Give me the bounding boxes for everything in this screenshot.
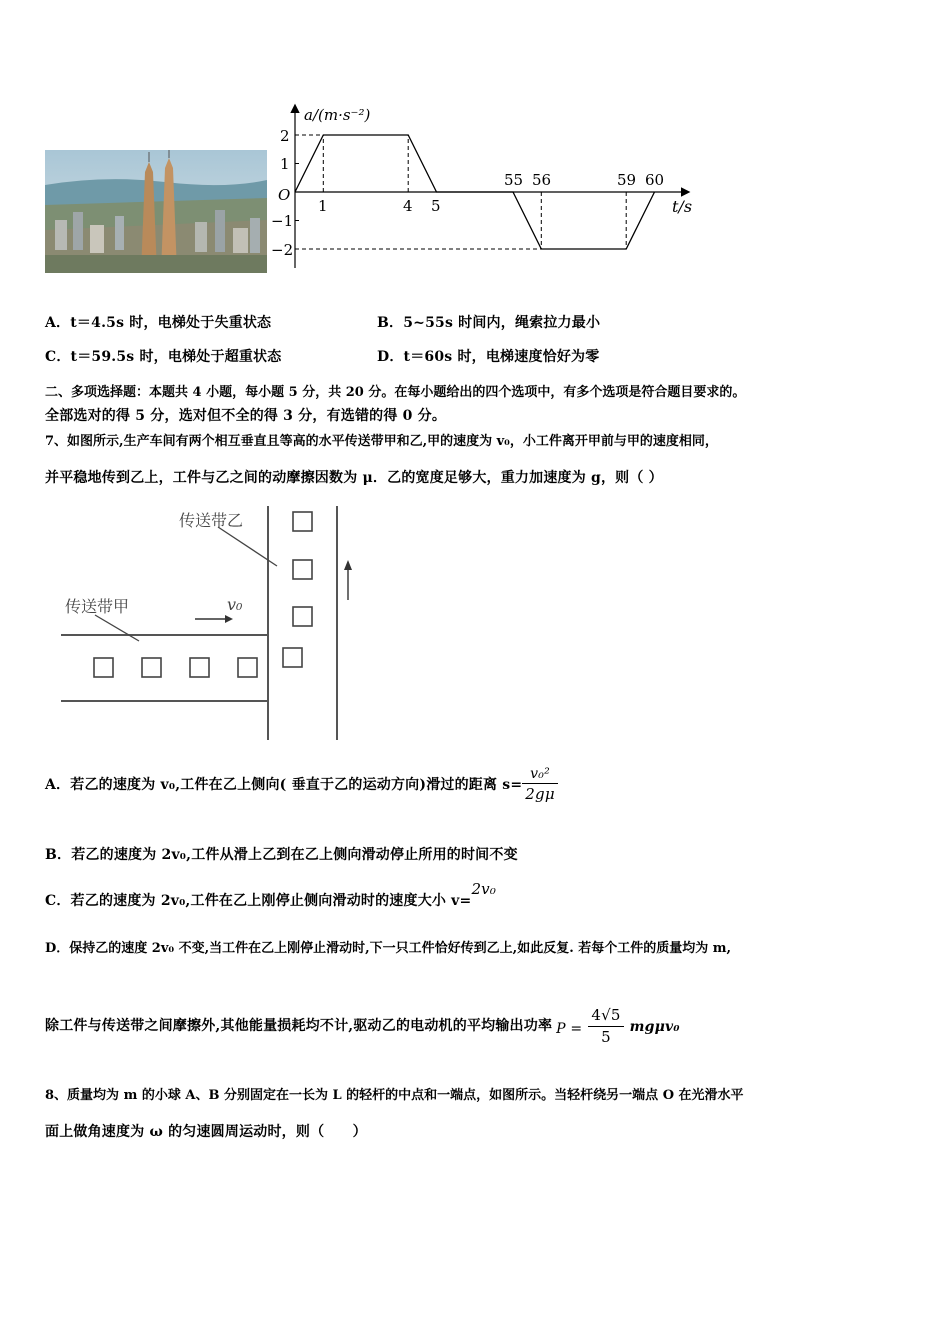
q8-line1: 8、质量均为 m 的小球 A、B 分别固定在一长为 L 的轻杆的中点和一端点，如图所示。当轻杆绕另一端点 O 在光滑水平 bbox=[45, 1088, 744, 1103]
section2-line1: 二、多项选择题：本题共 4 小题，每小题 5 分，共 20 分。在每小题给出的四个选项中，有多个选项是符合题目要求的。 bbox=[45, 385, 746, 400]
acceleration-time-graph bbox=[268, 100, 708, 270]
q7-option-d-fraction bbox=[588, 1004, 623, 1047]
workpiece bbox=[190, 658, 209, 677]
q6-option-c: C．t＝59.5s 时，电梯处于超重状态 bbox=[45, 349, 282, 365]
belt-b-label: 传送带乙 bbox=[179, 511, 244, 530]
workpiece bbox=[94, 658, 113, 677]
q7-option-d-numerator: 4√5 bbox=[588, 1004, 623, 1027]
workpiece bbox=[238, 658, 257, 677]
q7-option-a-fraction bbox=[522, 765, 558, 804]
q7-option-a-text: A．若乙的速度为 v₀,工件在乙上侧向( 垂直于乙的运动方向)滑过的距离 s= bbox=[45, 777, 523, 793]
y-tick-1: 1 bbox=[280, 155, 290, 173]
q7-option-a-numerator: v₀² bbox=[522, 765, 558, 784]
q7-option-d-text: 除工件与传送带之间摩擦外,其他能量损耗均不计,驱动乙的电动机的平均输出功率 bbox=[45, 1018, 553, 1034]
q7-option-d-denominator: 5 bbox=[601, 1027, 611, 1046]
workpiece bbox=[293, 560, 312, 579]
x-axis-label: t/s bbox=[672, 197, 693, 216]
workpiece bbox=[283, 648, 302, 667]
q7-stem-line1: 7、如图所示,生产车间有两个相互垂直且等高的水平传送带甲和乙,甲的速度为 v₀，小工件离开甲前与甲的速度相同， bbox=[45, 434, 718, 449]
workpiece bbox=[293, 512, 312, 531]
q6-option-a: A．t＝4.5s 时，电梯处于失重状态 bbox=[45, 315, 272, 331]
section2-line2: 全部选对的得 5 分，选对但不全的得 3 分，有选错的得 0 分。 bbox=[45, 408, 447, 424]
q7-option-c-text: C．若乙的速度为 2v₀,工件在乙上刚停止侧向滑动时的速度大小 v= bbox=[45, 893, 472, 909]
origin-label: O bbox=[278, 186, 291, 204]
q6-option-b: B．5~55s 时间内，绳索拉力最小 bbox=[377, 315, 601, 331]
x-tick-60: 60 bbox=[645, 171, 665, 189]
q7-stem-line2: 并平稳地传到乙上，工件与乙之间的动摩擦因数为 μ．乙的宽度足够大，重力加速度为 g，则（ ） bbox=[45, 470, 663, 486]
q7-option-d-line2 bbox=[45, 1000, 680, 1050]
belt-a-label: 传送带甲 bbox=[65, 597, 130, 616]
conveyor-diagram bbox=[55, 500, 375, 745]
workpiece bbox=[293, 607, 312, 626]
q7-option-c bbox=[45, 880, 496, 910]
x-tick-56: 56 bbox=[532, 171, 552, 189]
skyscraper-photo bbox=[45, 150, 267, 273]
x-tick-59: 59 bbox=[617, 171, 637, 189]
q7-option-a bbox=[45, 760, 558, 808]
workpiece bbox=[142, 658, 161, 677]
y-tick-neg1: −1 bbox=[271, 212, 294, 230]
q7-option-d-power-symbol: P = bbox=[556, 1021, 583, 1037]
y-tick-neg2: −2 bbox=[271, 241, 294, 259]
x-tick-55: 55 bbox=[504, 171, 524, 189]
q6-option-d: D．t＝60s 时，电梯速度恰好为零 bbox=[377, 349, 600, 365]
q7-option-d-line1: D．保持乙的速度 2v₀ 不变,当工件在乙上刚停止滑动时,下一只工件恰好传到乙上,如此反复. 若每个工件的质量均为 m, bbox=[45, 941, 732, 956]
q7-option-d-tail: mgμv₀ bbox=[629, 1019, 680, 1035]
y-tick-2: 2 bbox=[280, 127, 290, 145]
y-axis-label: a/(m·s⁻²) bbox=[304, 106, 371, 124]
q7-option-c-value: 2v₀ bbox=[471, 880, 497, 898]
q7-option-a-denominator: 2gμ bbox=[525, 784, 555, 803]
x-tick-4: 4 bbox=[403, 197, 413, 215]
q8-line2: 面上做角速度为 ω 的匀速圆周运动时，则（ ） bbox=[45, 1124, 367, 1140]
x-tick-1: 1 bbox=[318, 197, 328, 215]
q7-option-b: B．若乙的速度为 2v₀,工件从滑上乙到在乙上侧向滑动停止所用的时间不变 bbox=[45, 847, 518, 863]
velocity-label: v₀ bbox=[227, 595, 243, 614]
x-tick-5: 5 bbox=[431, 197, 441, 215]
